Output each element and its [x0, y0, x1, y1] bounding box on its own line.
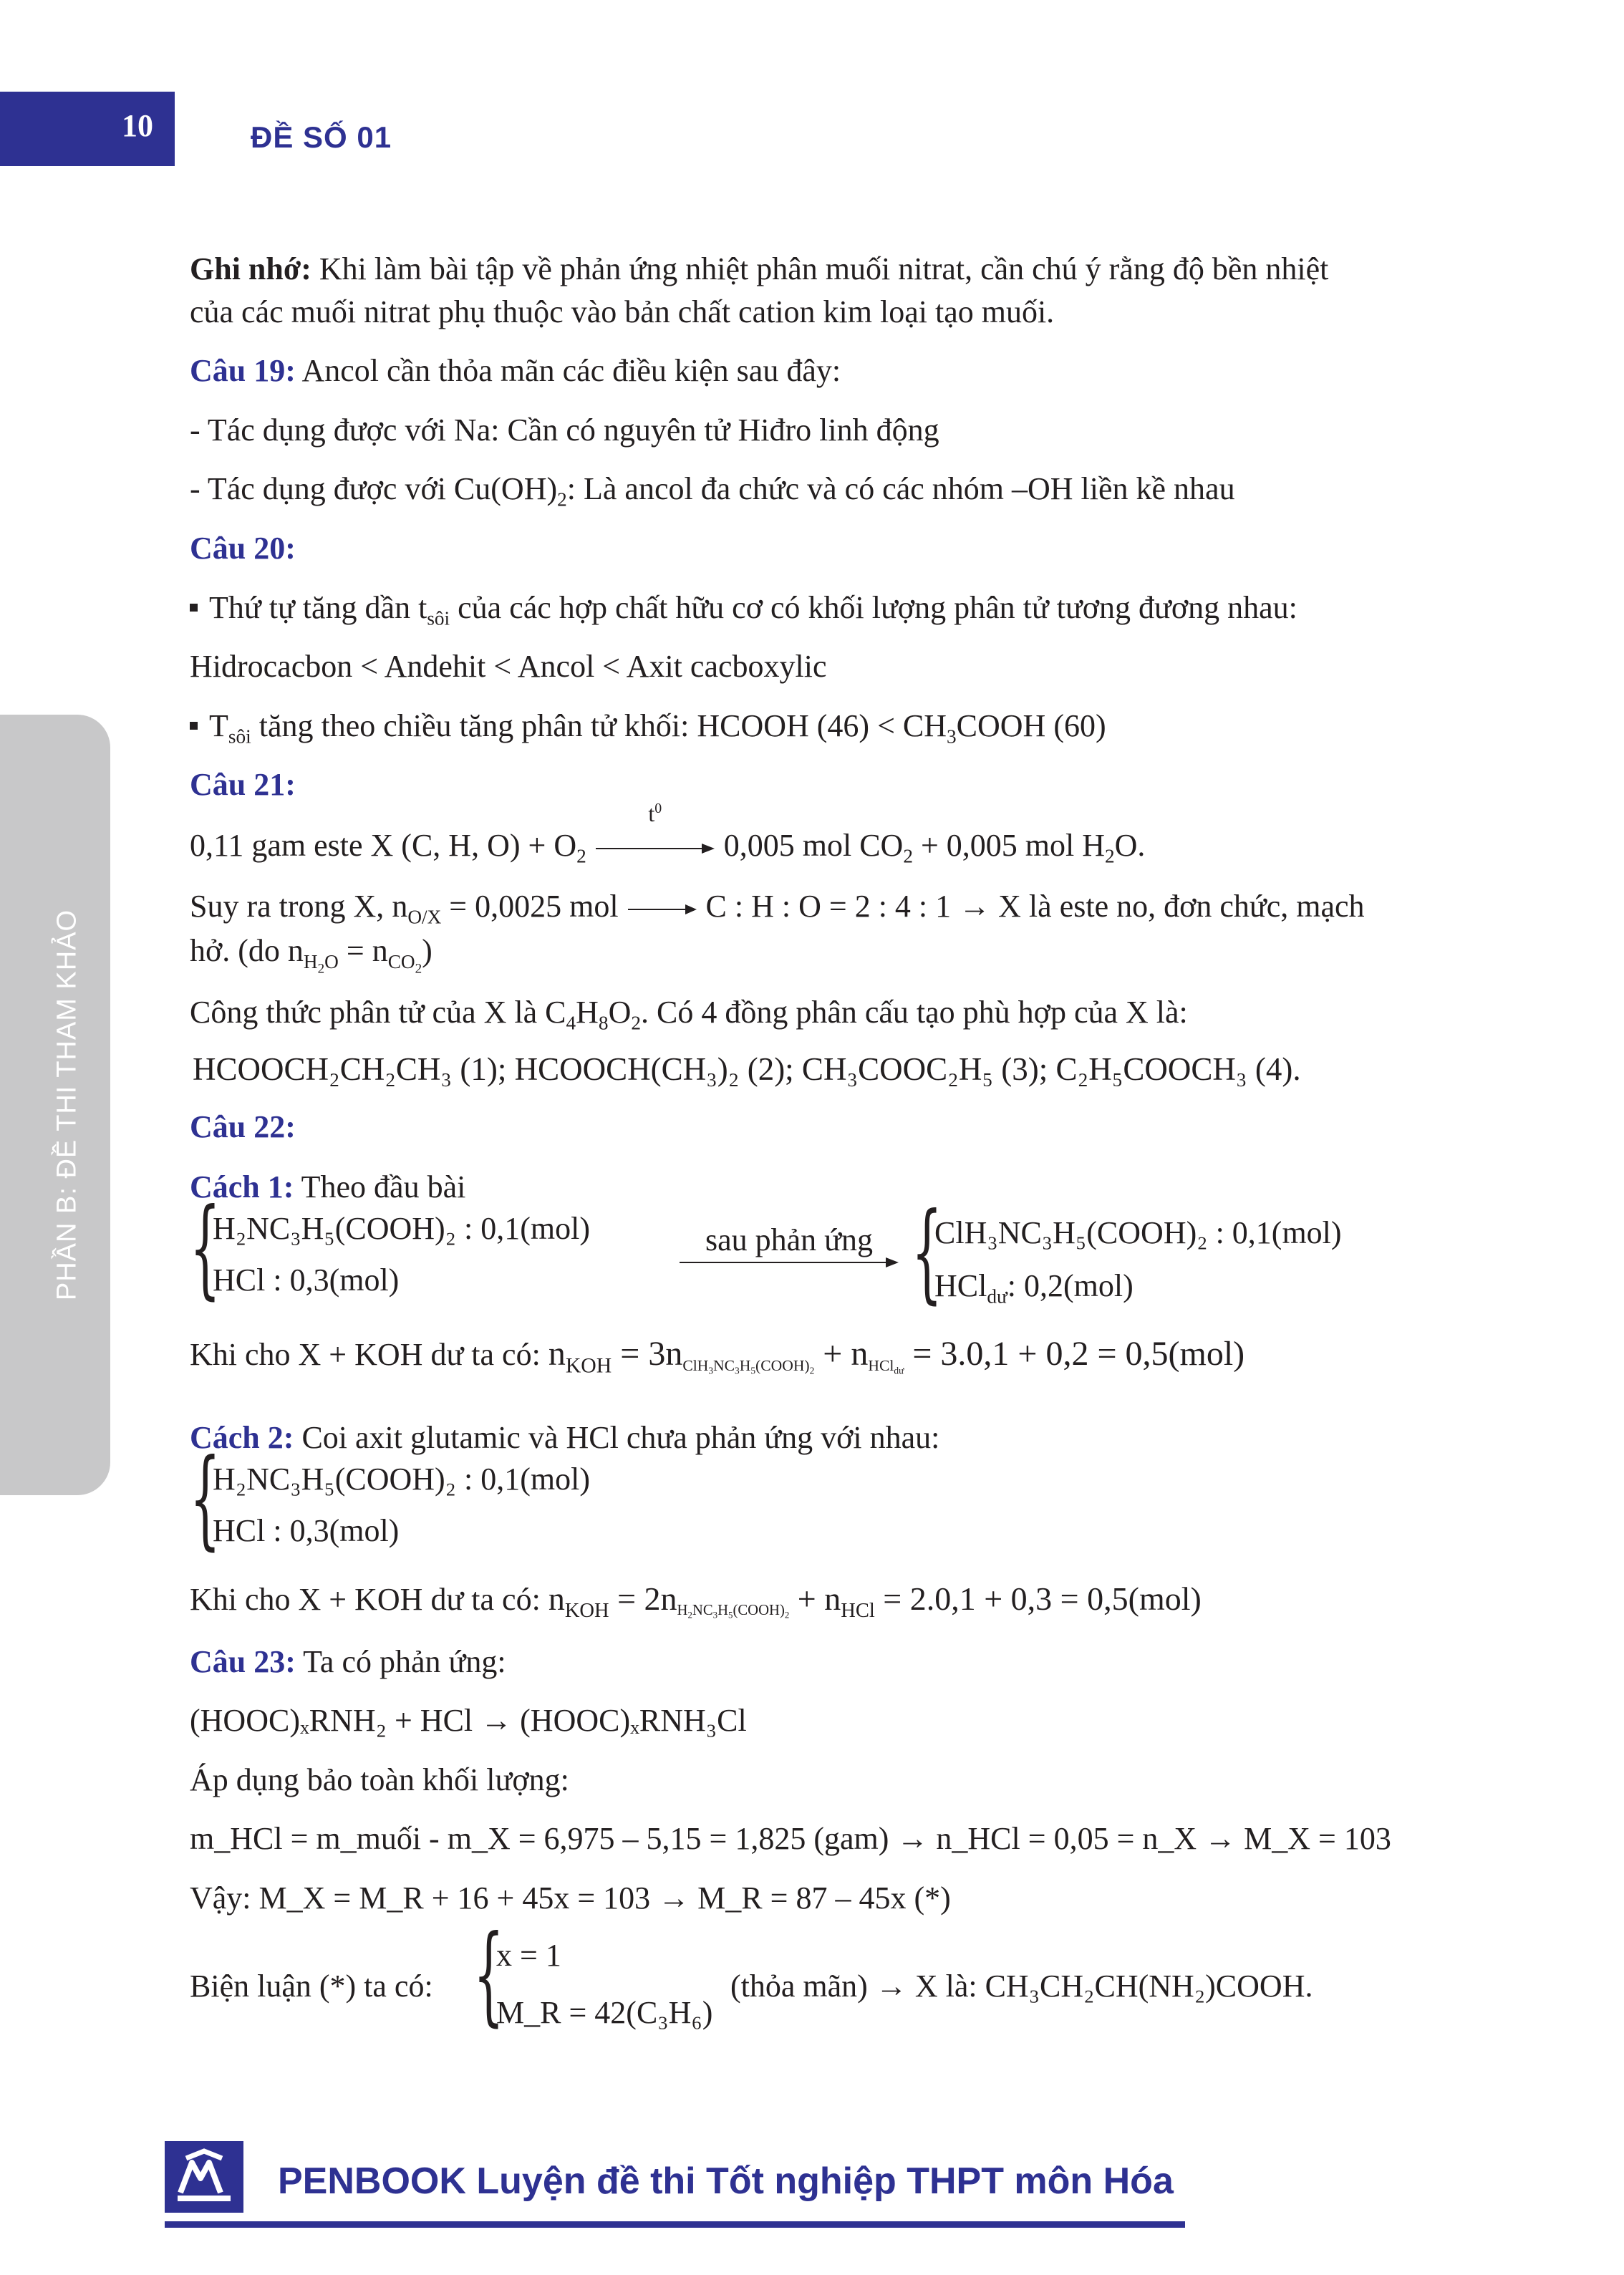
right-brace: { — [912, 1190, 942, 1315]
system-row: HCl$_{dư}$: 0,2(mol) — [934, 1268, 1134, 1308]
q20-line-2: Hidrocacbon < Andehit < Ancol < Axit cacboxylic — [190, 649, 827, 684]
system-row: H₂NC₃H₅(COOH)₂ : 0,1(mol) — [213, 1462, 590, 1497]
q23-equation: (HOOC)ₓRNH₂ + HCl → (HOOC)ₓRNH₃Cl — [190, 1703, 747, 1738]
bullet-icon — [190, 722, 198, 730]
system-row: x = 1 — [496, 1938, 561, 1973]
q23-line-3: Áp dụng bảo toàn khối lượng: — [190, 1762, 569, 1797]
q22-method-2: Cách 2: Coi axit glutamic và HCl chưa phản ứng với nhau: — [190, 1420, 940, 1455]
q21-line-1: 0,11 gam este X (C, H, $O) + O_2$ $t^0$ 0,005 mol $CO_2 + 0,005$ mol $H_2O$. — [190, 801, 1146, 867]
footer-title: PENBOOK Luyện đề thi Tốt nghiệp THPT môn Hóa — [278, 2160, 1174, 2202]
page-number: 10 — [122, 108, 153, 143]
method1-koh: Khi cho X + KOH dư ta có: $n_{KOH} = 3n_{ClH_3NC_3H_5(COOH)_2} + n_{HCl_{dư}} = 3.0,1 + 0,2 = 0,5(mol)$ — [190, 1335, 1245, 1378]
q23-line-4: m_HCl = m_muối - m_X = 6,975 – 5,15 = 1,825 (gam) → n_HCl = 0,05 = n_X → M_X = 103 — [190, 1821, 1391, 1856]
system-row: HCl : 0,3(mol) — [213, 1262, 400, 1298]
q20-line-1: Thứ tự tăng dần $t_{sôi}$ của các hợp chất hữu cơ có khối lượng phân tử tương đương nhau: — [190, 589, 1297, 627]
q21-line-2: Suy ra trong X, $n_{O/X} = 0,0025$ mol C : H : O = 2 : 4 : 1 → X là este no, đơn chức, mạch — [190, 889, 1365, 928]
left-brace: { — [190, 1186, 221, 1310]
q23-line-6: Biện luận (*) ta có: — [190, 1969, 433, 2004]
system-row: HCl : 0,3(mol) — [213, 1513, 400, 1548]
left-brace: { — [190, 1436, 221, 1561]
system-row: M_R = 42(C₃H₆) — [496, 1995, 713, 2030]
q23-conclusion: (thỏa mãn) → X là: CH₃CH₂CH(NH₂)COOH. — [730, 1969, 1313, 2004]
q21-line-3: hở. (do $n_{H_2O} = n_{CO_2}$) — [190, 933, 432, 977]
penbook-logo-icon — [165, 2141, 243, 2213]
after-reaction-arrow: sau phản ứng — [678, 1222, 900, 1270]
bullet-icon — [190, 604, 198, 612]
q19-line-1: - Tác dụng được với Na: Cần có nguyên tử Hiđro linh động — [190, 412, 939, 448]
note-line-1: Ghi nhớ: Khi làm bài tập về phản ứng nhiệt phân muối nitrat, cần chú ý rằng độ bền nhiệt — [190, 251, 1329, 286]
q20-line-3: $T_{sôi}$ tăng theo chiều tăng phân tử khối: HCOOH $(46) < CH_3COOH$ (60) — [190, 707, 1106, 745]
method2-koh: Khi cho X + KOH dư ta có: $n_{KOH} = 2n_{H_2NC_3H_5(COOH)_2} + n_{HCl} = 2.0,1 + 0,3 = 0,5(mol)$ — [190, 1580, 1202, 1622]
q19-heading: Câu 19: Ancol cần thỏa mãn các điều kiện sau đây: — [190, 353, 841, 388]
q22-method-1: Cách 1: Theo đầu bài — [190, 1169, 466, 1204]
q23-line-5: Vậy: M_X = M_R + 16 + 45x = 103 → M_R = 87 – 45x (*) — [190, 1880, 951, 1916]
q23-heading: Câu 23: Ta có phản ứng: — [190, 1644, 506, 1679]
q21-heading: Câu 21: — [190, 767, 296, 802]
q21-line-4: Công thức phân tử của X là $C_4H_8O_2$. Có 4 đồng phân cấu tạo phù hợp của X là: — [190, 995, 1188, 1034]
side-tab-label: PHẦN B: ĐỀ THI THAM KHẢO — [52, 909, 82, 1301]
footer-rule — [165, 2221, 1185, 2228]
system-row: H₂NC₃H₅(COOH)₂ : 0,1(mol) — [213, 1211, 590, 1246]
q21-isomers: HCOOCH₂CH₂CH₃ (1); HCOOCH(CH₃)₂ (2); CH₃COOC₂H₅ (3); C₂H₅COOCH₃ (4). — [193, 1051, 1301, 1087]
left-brace: { — [473, 1913, 504, 2037]
reaction-arrow: $t^0$ — [594, 827, 716, 865]
note-line-2: của các muối nitrat phụ thuộc vào bản chất cation kim loại tạo muối. — [190, 294, 1055, 329]
q19-line-2: - Tác dụng được với $Cu(OH)_2$: Là ancol đa chức và có các nhóm –OH liền kề nhau — [190, 471, 1235, 511]
q20-heading: Câu 20: — [190, 531, 296, 566]
system-row: ClH₃NC₃H₅(COOH)₂ : 0,1(mol) — [934, 1215, 1342, 1250]
q22-heading: Câu 22: — [190, 1109, 296, 1144]
section-title: ĐỀ SỐ 01 — [251, 120, 392, 154]
